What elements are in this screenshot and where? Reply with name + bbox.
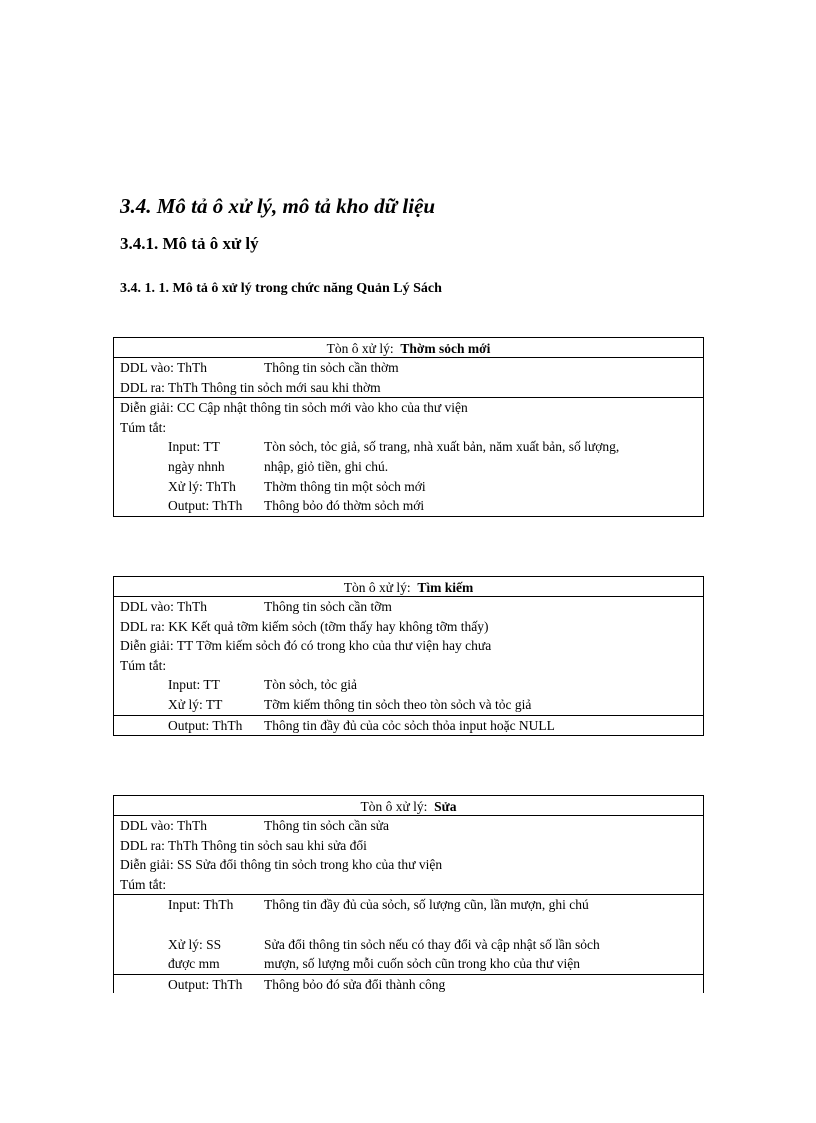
title-prefix: Tòn ô xử lý: (343, 580, 411, 595)
output-row (120, 496, 703, 516)
ddl-out-value: Thông tin sỏch sau khi sửa đổi (201, 837, 367, 853)
ddl-in-value: Thông tin sỏch cần thờm (264, 360, 399, 375)
section-heading: 3.4. Mô tả ô xử lý, mô tả kho dữ liệu (120, 194, 436, 218)
input-value: Tòn sỏch, tỏc giả, số trang, nhà xuất bản, năm xuất bản, số lượng, (264, 439, 620, 455)
ddl-out: DDL ra: KK Kết quả tỡm kiếm sỏch (tỡm thấy hay không tỡm thấy) (120, 618, 489, 634)
ddl-in-label: DDL vào: ThTh (120, 599, 207, 614)
spacer (120, 915, 703, 935)
process-value: Sửa đổi thông tin sỏch nếu có thay đổi và cập nhật số lần sỏch (264, 936, 600, 952)
title-name: Tìm kiếm (417, 580, 474, 595)
process-box-add-book (113, 337, 704, 517)
io-section (114, 358, 703, 397)
ddl-out-row (120, 378, 703, 398)
summary-label: Túm tắt: (120, 419, 167, 435)
input-row (120, 437, 703, 457)
process-title (114, 796, 703, 816)
ddl-in-row (120, 358, 703, 378)
input-row (120, 895, 703, 915)
subsection-heading: 3.4.1. Mô tả ô xử lý (120, 234, 259, 253)
output-section (114, 715, 703, 736)
process-title (114, 338, 703, 358)
process-box-edit (113, 795, 704, 993)
ddl-in-label: DDL vào: ThTh (120, 818, 207, 833)
output-label: Output: ThTh (168, 717, 243, 733)
input-label: Input: TT (168, 677, 220, 693)
input-label-2: ngày nhnh (168, 458, 225, 474)
summary-label: Túm tắt: (120, 876, 167, 892)
process-row (120, 695, 703, 715)
process-label: Xử lý: ThTh (168, 478, 236, 494)
input-label: Input: ThTh (168, 897, 234, 913)
ddl-out-label: DDL ra: ThTh (120, 837, 198, 853)
output-section (114, 974, 703, 995)
input-label: Input: TT (168, 439, 220, 455)
title-prefix: Tòn ô xử lý: (326, 341, 394, 356)
output-row (120, 716, 703, 736)
output-label: Output: ThTh (168, 498, 243, 514)
io-section (114, 816, 703, 894)
ddl-in-row (120, 597, 703, 617)
process-value-2: mượn, số lượng mỗi cuốn sỏch cũn trong kho của thư viện (264, 956, 580, 972)
process-label: Xử lý: SS (168, 936, 222, 952)
process-row (120, 477, 703, 497)
output-value: Thông bỏo đó thờm sỏch mới (264, 498, 425, 514)
description: Diễn giải: CC Cập nhật thông tin sỏch mới vào kho của thư viện (120, 400, 468, 416)
output-value: Thông tin đầy đủ của cỏc sỏch thỏa input hoặc NULL (264, 717, 555, 733)
output-value: Thông bỏo đó sửa đổi thành công (264, 976, 446, 992)
process-title (114, 577, 703, 597)
input-value: Tòn sỏch, tỏc giả (264, 677, 357, 693)
process-box-search (113, 576, 704, 736)
process-label: Xử lý: TT (168, 696, 223, 712)
output-row (120, 975, 703, 995)
description: Diễn giải: SS Sửa đổi thông tin sỏch trong kho của thư viện (120, 857, 443, 873)
process-row (120, 935, 703, 955)
ddl-in-label: DDL vào: ThTh (120, 360, 207, 375)
title-name: Sửa (434, 799, 457, 814)
detail-section (114, 397, 703, 516)
process-row-2 (120, 954, 703, 974)
ddl-in-value: Thông tin sỏch cần sửa (264, 818, 390, 833)
process-value: Tỡm kiếm thông tin sỏch theo tòn sỏch và tỏc giả (264, 696, 532, 712)
summary-label: Túm tắt: (120, 657, 167, 673)
input-row (120, 675, 703, 695)
process-value: Thờm thông tin một sỏch mới (264, 478, 426, 494)
output-label: Output: ThTh (168, 976, 243, 992)
input-value: Thông tin đầy đủ của sỏch, số lượng cũn, lần mượn, ghi chú (264, 897, 589, 913)
ddl-out-label: DDL ra: ThTh (120, 379, 198, 395)
detail-section (114, 597, 703, 715)
title-name: Thờm sỏch mới (400, 341, 491, 356)
ddl-out-value: Thông tin sỏch mới sau khi thờm (201, 379, 381, 395)
ddl-in-value: Thông tin sỏch cần tỡm (264, 599, 392, 614)
title-prefix: Tòn ô xử lý: (360, 799, 428, 814)
process-label-2: được mm (168, 956, 220, 972)
subsubsection-heading: 3.4. 1. 1. Mô tả ô xử lý trong chức năng Quản Lý Sách (120, 281, 442, 296)
detail-section (114, 894, 703, 973)
description: Diễn giải: TT Tỡm kiếm sỏch đó có trong kho của thư viện hay chưa (120, 638, 492, 654)
ddl-out-row (120, 836, 703, 856)
input-row-2 (120, 457, 703, 477)
ddl-in-row (120, 816, 703, 836)
input-value-2: nhập, giỏ tiền, ghi chú. (264, 458, 389, 474)
